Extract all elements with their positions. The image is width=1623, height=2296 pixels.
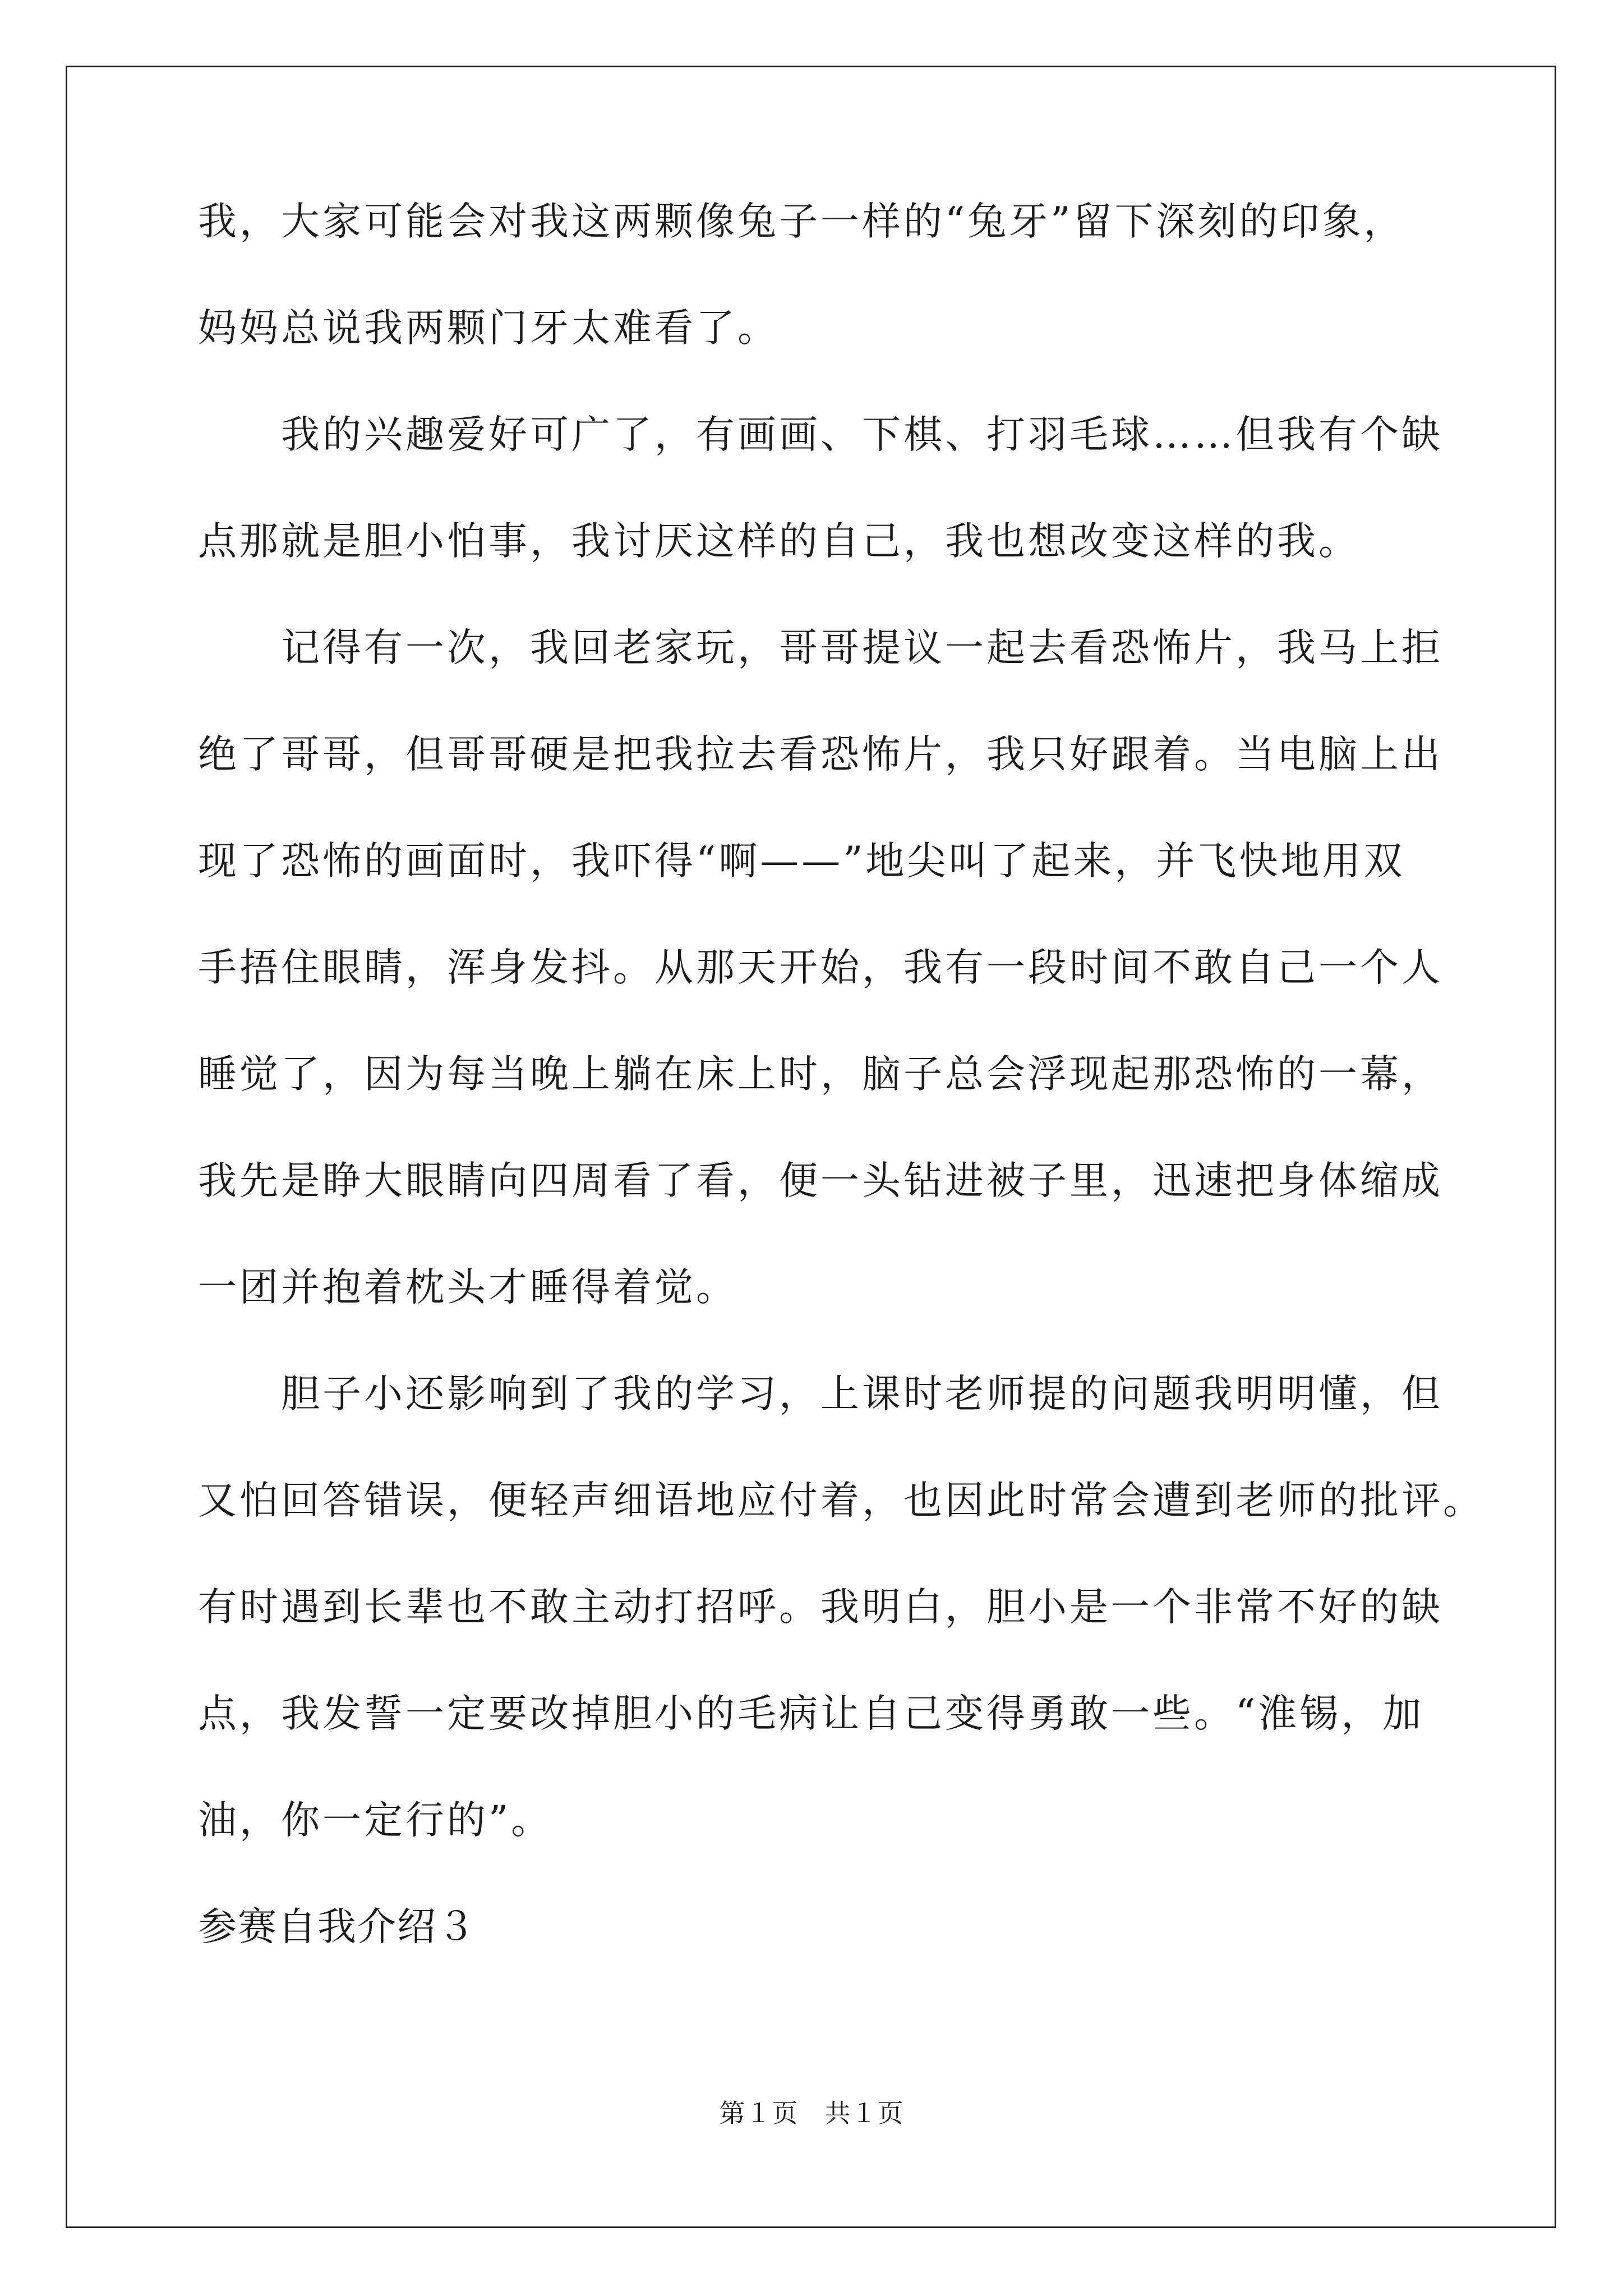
text-line: 我先是睁大眼睛向四周看了看，便一头钻进被子里，迅速把身体缩成 [198, 1158, 1443, 1203]
page-footer: 第１页 共１页 [719, 2098, 904, 2128]
paragraph-start-line: 我的兴趣爱好可广了，有画画、下棋、打羽毛球……但我有个缺 [281, 412, 1443, 457]
text-line: 睡觉了，因为每当晚上躺在床上时，脑子总会浮现起那恐怖的一幕， [198, 1052, 1443, 1097]
paragraph-start-line: 胆子小还影响到了我的学习，上课时老师提的问题我明明懂，但 [281, 1372, 1443, 1416]
text-line: 妈妈总说我两颗门牙太难看了。 [198, 306, 779, 351]
text-line: 油，你一定行的”。 [198, 1798, 553, 1843]
text-line: 绝了哥哥，但哥哥硬是把我拉去看恐怖片，我只好跟着。当电脑上出 [198, 732, 1443, 777]
document-body [198, 199, 1484, 2014]
text-line: 点那就是胆小怕事，我讨厌这样的自己，我也想改变这样的我。 [198, 519, 1360, 564]
text-line: 现了恐怖的画面时，我吓得“啊——”地尖叫了起来，并飞快地用双 [198, 839, 1405, 884]
text-line: 一团并抱着枕头才睡得着觉。 [198, 1265, 737, 1310]
text-line: 我，大家可能会对我这两颗像兔子一样的“兔牙”留下深刻的印象， [198, 199, 1405, 244]
section-heading: 参赛自我介绍３ [198, 1904, 477, 1949]
text-line: 点，我发誓一定要改掉胆小的毛病让自己变得勇敢一些。“淮锡，加 [198, 1691, 1424, 1736]
text-line: 又怕回答错误，便轻声细语地应付着，也因此时常会遭到老师的批评。 [198, 1478, 1484, 1523]
text-line: 手捂住眼睛，浑身发抖。从那天开始，我有一段时间不敢自己一个人 [198, 945, 1443, 990]
text-line: 有时遇到长辈也不敢主动打招呼。我明白，胆小是一个非常不好的缺 [198, 1585, 1443, 1630]
paragraph-start-line: 记得有一次，我回老家玩，哥哥提议一起去看恐怖片，我马上拒 [281, 625, 1443, 670]
